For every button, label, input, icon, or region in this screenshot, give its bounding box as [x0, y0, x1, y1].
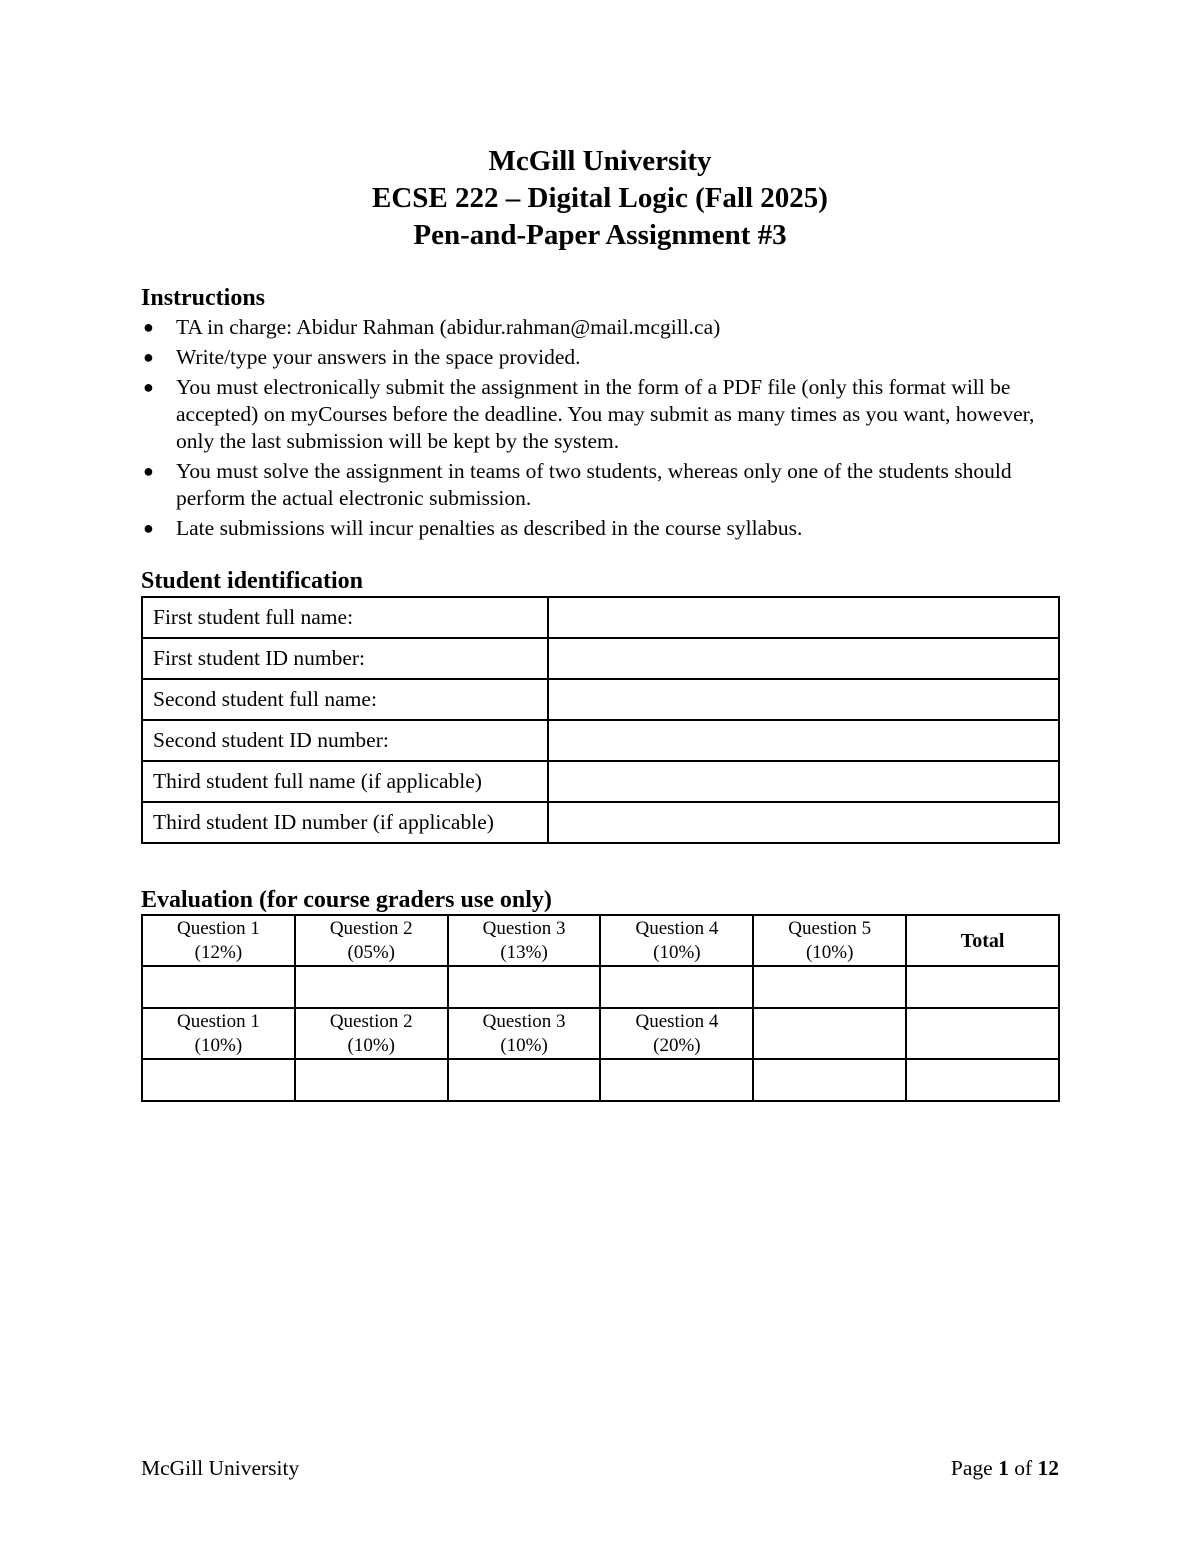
table-row [142, 597, 1059, 638]
bullet-icon: ● [143, 317, 154, 337]
instruction-text: You must solve the assignment in teams of two students, whereas only one of the students should perform the actual electronic submission. [176, 459, 1012, 510]
empty-cell [753, 1008, 906, 1059]
student-identification-heading: Student identification [141, 568, 364, 594]
table-row [142, 720, 1059, 761]
grade-cell[interactable] [600, 1059, 753, 1101]
document-title [0, 143, 1200, 254]
question-weight: (10%) [500, 1034, 548, 1056]
question-name: Question 1 [176, 1010, 260, 1032]
page-of: of [1014, 1456, 1033, 1480]
grade-cell[interactable] [142, 1059, 295, 1101]
instruction-text: TA in charge: Abidur Rahman (abidur.rahman@mail.mcgill.ca) [176, 315, 721, 339]
question-weight: (10%) [653, 941, 701, 963]
bullet-icon: ● [143, 347, 154, 367]
title-assignment: Pen-and-Paper Assignment #3 [413, 219, 787, 251]
second-name-label: Second student full name: [142, 679, 548, 720]
evaluation-heading: Evaluation (for course graders use only) [141, 887, 552, 913]
title-university: McGill University [488, 145, 712, 177]
bullet-icon: ● [143, 461, 154, 481]
table-row [142, 1059, 1059, 1101]
eval-header-q5 [753, 915, 906, 966]
question-name: Question 3 [482, 1010, 566, 1032]
table-row [142, 761, 1059, 802]
first-name-field[interactable] [548, 597, 1059, 638]
instructions-list [141, 314, 1061, 545]
student-identification-table [141, 596, 1060, 844]
eval-header-q2-second [295, 1008, 448, 1059]
question-name: Question 2 [329, 917, 413, 939]
first-name-label: First student full name: [142, 597, 548, 638]
eval-header-q1 [142, 915, 295, 966]
question-weight: (10%) [805, 941, 854, 963]
question-name: Question 1 [176, 917, 260, 939]
page-total: 12 [1037, 1456, 1059, 1480]
third-id-label: Third student ID number (if applicable) [142, 802, 548, 843]
eval-header-q3 [448, 915, 601, 966]
question-name: Question 5 [788, 917, 872, 939]
grade-cell[interactable] [142, 966, 295, 1008]
list-item [141, 458, 1061, 512]
page-current: 1 [998, 1456, 1009, 1480]
grade-cell[interactable] [906, 1059, 1059, 1101]
second-id-label: Second student ID number: [142, 720, 548, 761]
eval-header-q4-second [600, 1008, 753, 1059]
first-id-field[interactable] [548, 638, 1059, 679]
question-weight: (20%) [653, 1034, 701, 1056]
third-id-field[interactable] [548, 802, 1059, 843]
grade-cell[interactable] [753, 1059, 906, 1101]
eval-header-q1-second [142, 1008, 295, 1059]
first-id-label: First student ID number: [142, 638, 548, 679]
table-row [142, 915, 1059, 966]
question-name: Question 4 [635, 917, 719, 939]
instruction-text: Late submissions will incur penalties as described in the course syllabus. [176, 516, 803, 540]
grade-cell[interactable] [600, 966, 753, 1008]
footer-university: McGill University [141, 1456, 300, 1480]
bullet-icon: ● [143, 518, 154, 538]
grade-cell[interactable] [295, 966, 448, 1008]
title-course: ECSE 222 – Digital Logic (Fall 2025) [372, 182, 828, 214]
instructions-heading: Instructions [141, 285, 266, 311]
page-number [951, 1456, 1059, 1481]
eval-header-q2 [295, 915, 448, 966]
eval-header-q3-second [448, 1008, 601, 1059]
table-row [142, 679, 1059, 720]
second-name-field[interactable] [548, 679, 1059, 720]
list-item [141, 374, 1061, 455]
second-id-field[interactable] [548, 720, 1059, 761]
eval-header-total: Total [906, 915, 1059, 966]
table-row [142, 802, 1059, 843]
question-weight: (10%) [347, 1034, 395, 1056]
question-weight: (10%) [194, 1034, 243, 1056]
list-item [141, 314, 1061, 341]
question-weight: (13%) [500, 941, 548, 963]
table-row [142, 1008, 1059, 1059]
grade-cell[interactable] [906, 966, 1059, 1008]
question-name: Question 3 [482, 917, 566, 939]
third-name-label: Third student full name (if applicable) [142, 761, 548, 802]
instruction-text: Write/type your answers in the space provided. [176, 345, 581, 369]
question-name: Question 2 [329, 1010, 413, 1032]
list-item [141, 515, 1061, 542]
bullet-icon: ● [143, 377, 154, 397]
table-row [142, 966, 1059, 1008]
question-weight: (05%) [347, 941, 395, 963]
grade-cell[interactable] [753, 966, 906, 1008]
instruction-text: You must electronically submit the assignment in the form of a PDF file (only this format will be accepted) on myCourses before the deadline. You may submit as many times as you want, however, only the last submission will be kept by the system. [176, 375, 1035, 453]
empty-cell [906, 1008, 1059, 1059]
list-item [141, 344, 1061, 371]
third-name-field[interactable] [548, 761, 1059, 802]
question-weight: (12%) [194, 941, 243, 963]
page-prefix: Page [950, 1456, 993, 1480]
grade-cell[interactable] [295, 1059, 448, 1101]
grade-cell[interactable] [448, 1059, 601, 1101]
eval-header-q4 [600, 915, 753, 966]
grade-cell[interactable] [448, 966, 601, 1008]
table-row [142, 638, 1059, 679]
evaluation-table [141, 914, 1060, 1102]
question-name: Question 4 [635, 1010, 719, 1032]
